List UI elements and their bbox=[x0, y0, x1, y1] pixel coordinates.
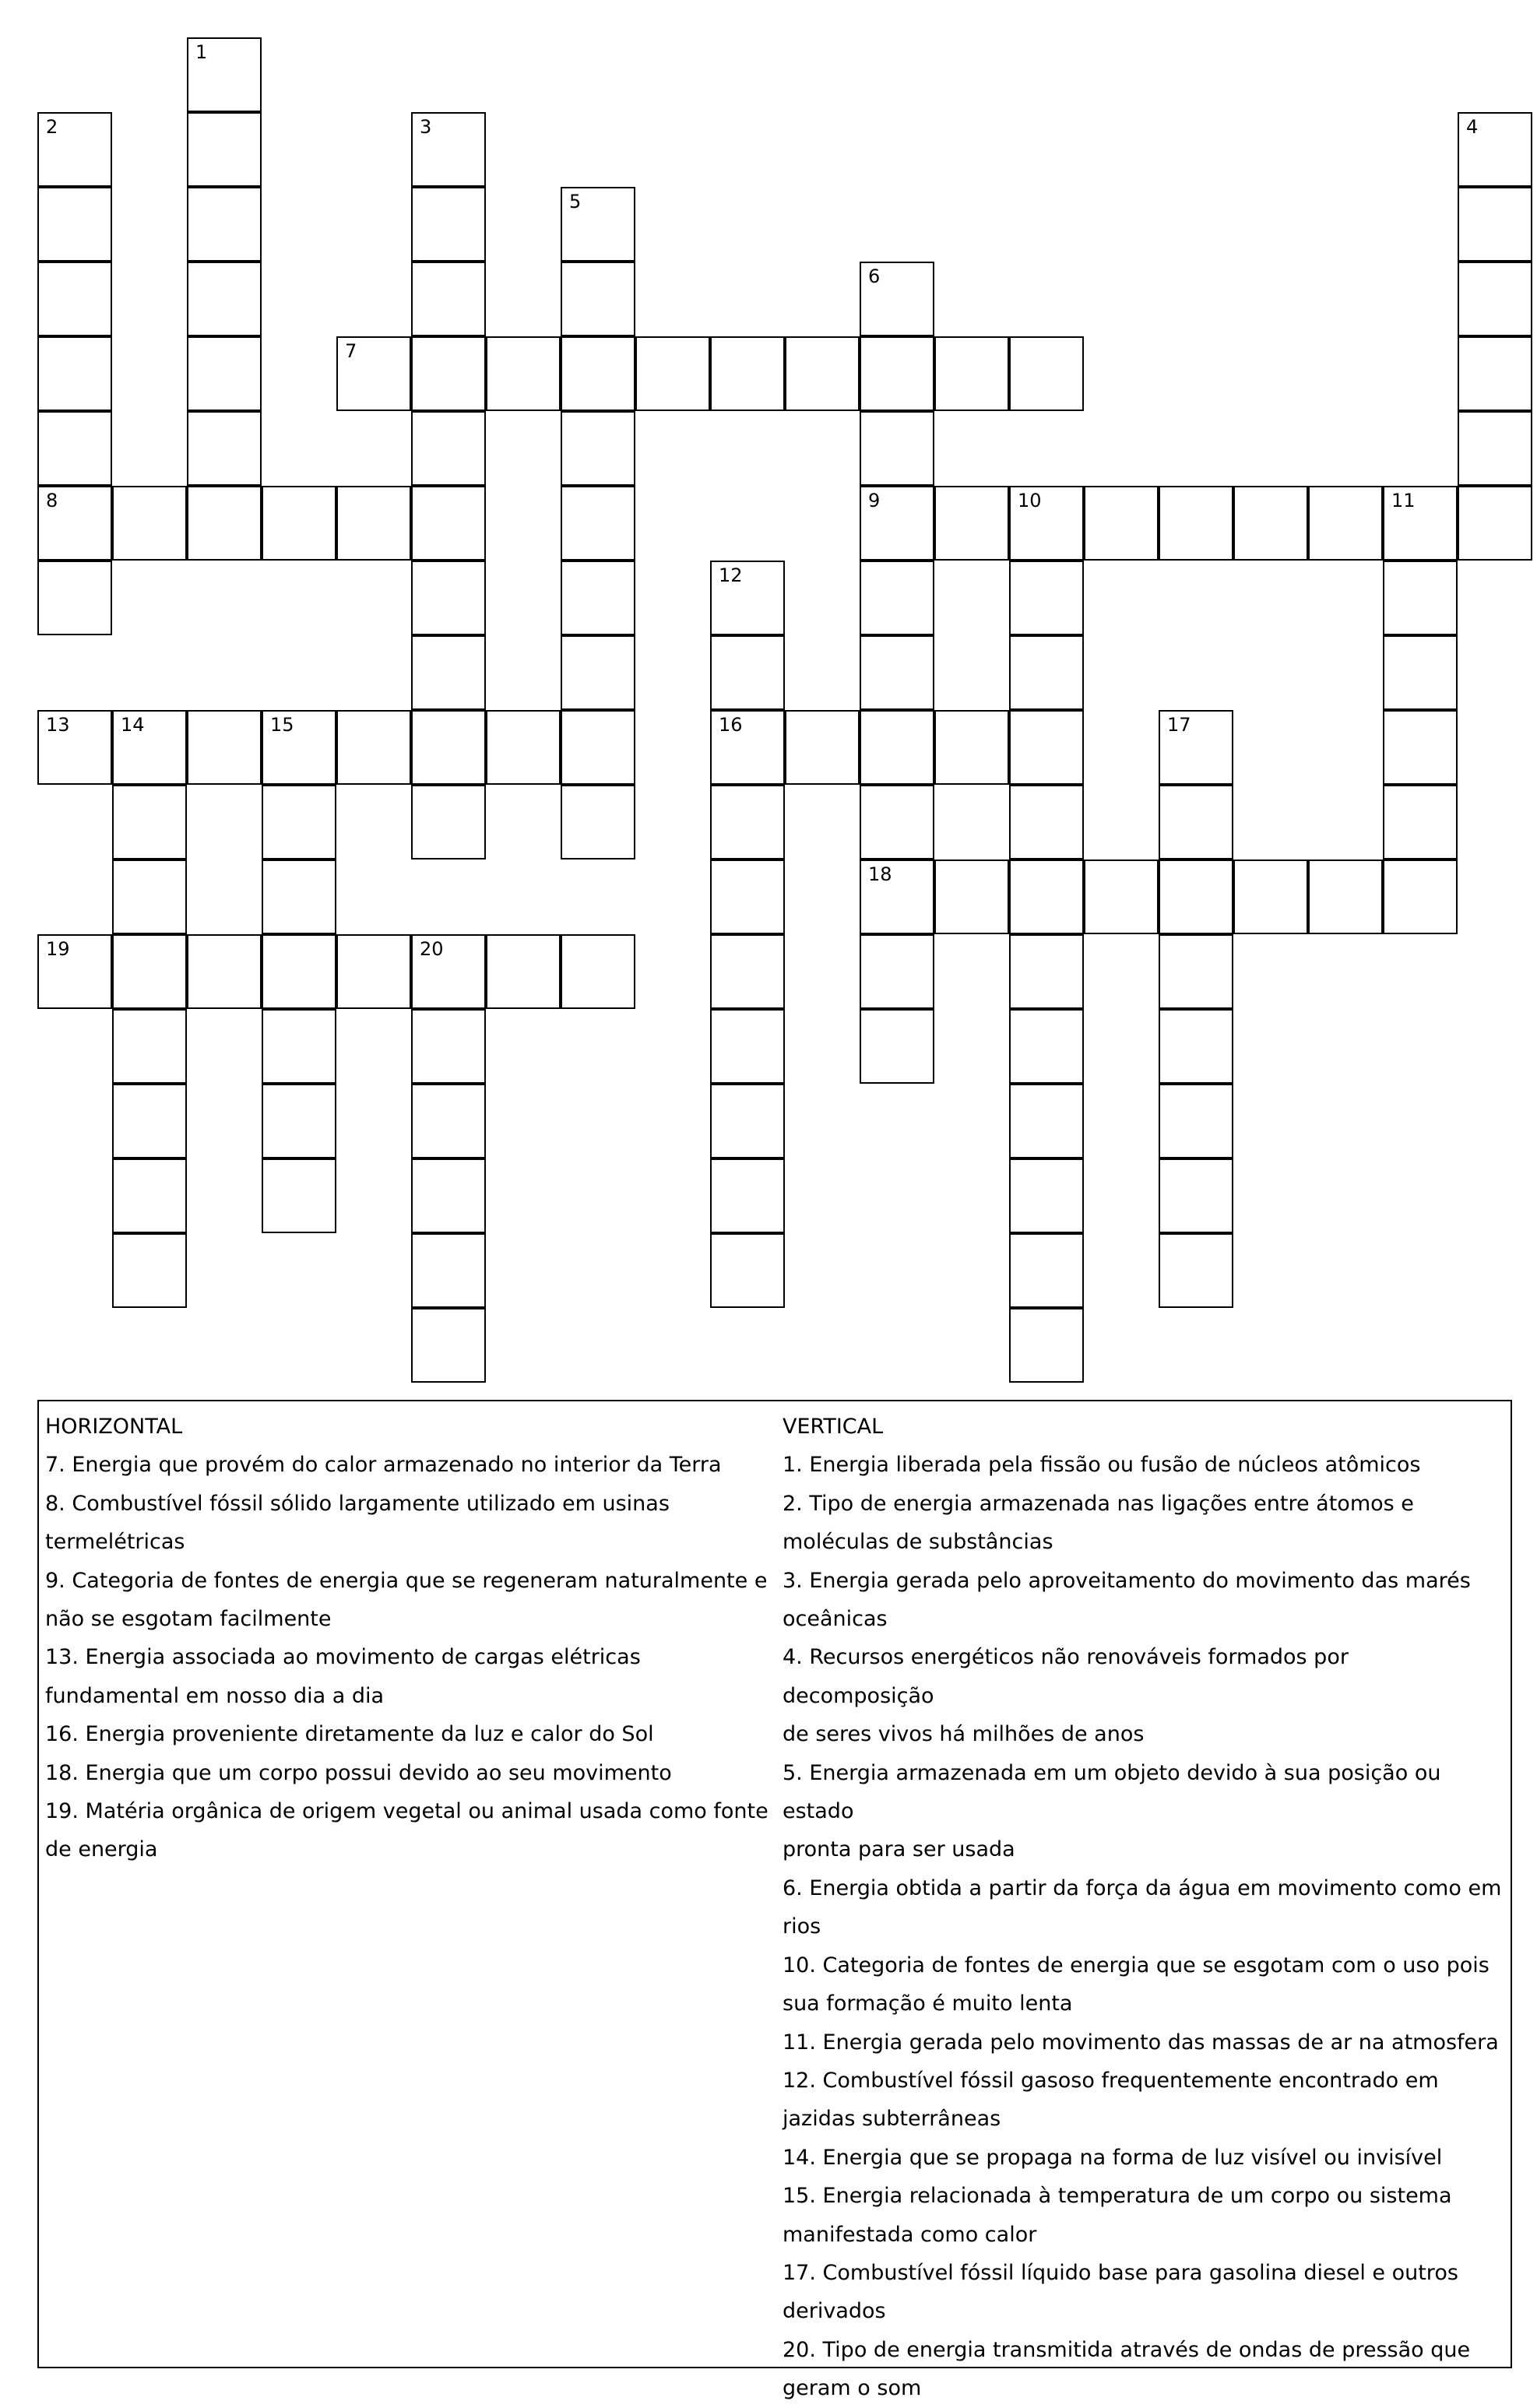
clue-line: geram o som bbox=[783, 2376, 922, 2401]
crossword-cell[interactable] bbox=[1084, 859, 1159, 934]
crossword-cell[interactable] bbox=[1233, 859, 1308, 934]
crossword-cell[interactable] bbox=[411, 187, 486, 262]
crossword-cell[interactable] bbox=[37, 411, 112, 486]
crossword-cell[interactable] bbox=[860, 561, 934, 635]
crossword-cell[interactable] bbox=[785, 336, 860, 411]
clue-line: 4. Recursos energéticos não renováveis formados por decomposição bbox=[783, 1645, 1349, 1708]
crossword-cell[interactable] bbox=[112, 1009, 187, 1084]
crossword-cell[interactable] bbox=[1458, 336, 1532, 411]
crossword-cell[interactable] bbox=[1009, 1308, 1084, 1383]
crossword-cell[interactable] bbox=[486, 710, 561, 785]
crossword-cell[interactable] bbox=[561, 934, 635, 1009]
crossword-cell[interactable] bbox=[1009, 859, 1084, 934]
clue-line: 7. Energia que provém do calor armazenado no interior da Terra bbox=[45, 1453, 722, 1478]
crossword-cell[interactable] bbox=[1009, 785, 1084, 859]
crossword-cell[interactable] bbox=[1159, 859, 1233, 934]
clue-line: de energia bbox=[45, 1837, 158, 1862]
clue-item bbox=[783, 1869, 1507, 1946]
clue-line: 10. Categoria de fontes de energia que se esgotam com o uso pois bbox=[783, 1953, 1490, 1977]
crossword-cell[interactable] bbox=[1458, 262, 1532, 336]
crossword-cell[interactable] bbox=[934, 859, 1009, 934]
crossword-cell[interactable] bbox=[561, 635, 635, 710]
crossword-cell[interactable] bbox=[37, 561, 112, 635]
clue-line: rios bbox=[783, 1914, 821, 1939]
clue-item bbox=[45, 1754, 769, 1792]
crossword-cell[interactable] bbox=[187, 411, 262, 486]
crossword-cell[interactable] bbox=[710, 1009, 785, 1084]
crossword-cell[interactable] bbox=[710, 934, 785, 1009]
crossword-cell[interactable] bbox=[1159, 934, 1233, 1009]
crossword-cell[interactable] bbox=[411, 1084, 486, 1158]
crossword-cell[interactable] bbox=[1308, 859, 1383, 934]
crossword-cell[interactable] bbox=[860, 934, 934, 1009]
crossword-cell[interactable] bbox=[710, 1084, 785, 1158]
crossword-cell[interactable] bbox=[262, 1009, 336, 1084]
clue-number: 9 bbox=[868, 490, 881, 511]
clue-number: 7 bbox=[345, 340, 357, 362]
crossword-cell[interactable] bbox=[1009, 1084, 1084, 1158]
clue-line: sua formação é muito lenta bbox=[783, 1991, 1073, 2016]
crossword-cell[interactable] bbox=[1009, 1233, 1084, 1308]
clue-number: 5 bbox=[569, 191, 582, 213]
crossword-cell[interactable] bbox=[411, 486, 486, 561]
clue-number: 15 bbox=[270, 714, 294, 736]
crossword-cell[interactable] bbox=[411, 262, 486, 336]
crossword-cell[interactable] bbox=[561, 411, 635, 486]
crossword-cell[interactable] bbox=[860, 1009, 934, 1084]
crossword-cell[interactable] bbox=[710, 1158, 785, 1233]
crossword-cell[interactable] bbox=[1159, 710, 1233, 785]
crossword-cell[interactable] bbox=[860, 411, 934, 486]
clue-item bbox=[783, 2139, 1507, 2177]
crossword-cell[interactable] bbox=[262, 1084, 336, 1158]
horizontal-clue-list bbox=[45, 1446, 769, 1868]
crossword-cell[interactable] bbox=[710, 336, 785, 411]
crossword-cell[interactable] bbox=[411, 785, 486, 859]
clue-line: manifestada como calor bbox=[783, 2222, 1037, 2247]
clue-line: 16. Energia proveniente diretamente da luz e calor do Sol bbox=[45, 1722, 654, 1747]
crossword-cell[interactable] bbox=[934, 710, 1009, 785]
crossword-cell[interactable] bbox=[411, 934, 486, 1009]
crossword-cell[interactable] bbox=[1084, 486, 1159, 561]
crossword-cell[interactable] bbox=[262, 934, 336, 1009]
crossword-cell[interactable] bbox=[1159, 1158, 1233, 1233]
clue-item bbox=[45, 1562, 769, 1639]
clue-item bbox=[783, 2062, 1507, 2139]
clue-number: 17 bbox=[1167, 714, 1191, 736]
crossword-cell[interactable] bbox=[336, 336, 411, 411]
crossword-cell[interactable] bbox=[561, 187, 635, 262]
crossword-cell[interactable] bbox=[561, 785, 635, 859]
clue-number: 1 bbox=[195, 41, 208, 63]
clue-number: 13 bbox=[46, 714, 70, 736]
clue-number: 6 bbox=[868, 265, 881, 287]
crossword-cell[interactable] bbox=[1383, 635, 1458, 710]
crossword-cell[interactable] bbox=[710, 635, 785, 710]
crossword-cell[interactable] bbox=[411, 411, 486, 486]
crossword-cell[interactable] bbox=[37, 262, 112, 336]
crossword-cell[interactable] bbox=[1159, 1084, 1233, 1158]
clue-item bbox=[783, 1754, 1507, 1869]
crossword-cell[interactable] bbox=[710, 710, 785, 785]
clue-item bbox=[783, 2331, 1507, 2408]
horizontal-clues bbox=[45, 1408, 769, 1869]
crossword-cell[interactable] bbox=[860, 859, 934, 934]
crossword-cell[interactable] bbox=[187, 187, 262, 262]
crossword-cell[interactable] bbox=[37, 710, 112, 785]
crossword-cell[interactable] bbox=[1458, 187, 1532, 262]
crossword-cell[interactable] bbox=[411, 635, 486, 710]
crossword-cell[interactable] bbox=[486, 336, 561, 411]
vertical-clues bbox=[783, 1408, 1507, 2408]
clue-item bbox=[783, 2254, 1507, 2331]
clue-number: 14 bbox=[121, 714, 145, 736]
crossword-cell[interactable] bbox=[1159, 1233, 1233, 1308]
crossword-cell[interactable] bbox=[1159, 785, 1233, 859]
horizontal-heading: HORIZONTAL bbox=[45, 1415, 183, 1439]
clue-item bbox=[783, 2177, 1507, 2254]
clue-box bbox=[37, 1400, 1512, 2401]
crossword-cell[interactable] bbox=[860, 262, 934, 336]
clue-line: 14. Energia que se propaga na forma de luz visível ou invisível bbox=[783, 2145, 1443, 2170]
clue-item bbox=[45, 1638, 769, 1715]
crossword-cell[interactable] bbox=[37, 486, 112, 561]
crossword-cell[interactable] bbox=[1009, 1158, 1084, 1233]
crossword-cell[interactable] bbox=[262, 486, 336, 561]
vertical-heading: VERTICAL bbox=[783, 1415, 884, 1439]
crossword-cell[interactable] bbox=[1383, 561, 1458, 635]
crossword-cell[interactable] bbox=[37, 934, 112, 1009]
crossword-cell[interactable] bbox=[561, 486, 635, 561]
crossword-cell[interactable] bbox=[37, 187, 112, 262]
clue-item bbox=[45, 1446, 769, 1484]
crossword-cell[interactable] bbox=[262, 785, 336, 859]
clue-line: 8. Combustível fóssil sólido largamente utilizado em usinas bbox=[45, 1491, 670, 1516]
crossword-cell[interactable] bbox=[187, 934, 262, 1009]
clue-item bbox=[783, 1638, 1507, 1753]
clue-line: 19. Matéria orgânica de origem vegetal ou animal usada como fonte bbox=[45, 1799, 768, 1824]
crossword-cell[interactable] bbox=[112, 859, 187, 934]
crossword-cell[interactable] bbox=[112, 710, 187, 785]
crossword-cell[interactable] bbox=[486, 934, 561, 1009]
crossword-cell[interactable] bbox=[1009, 1009, 1084, 1084]
crossword-cell[interactable] bbox=[1009, 336, 1084, 411]
clue-line: 6. Energia obtida a partir da força da água em movimento como em bbox=[783, 1875, 1502, 1900]
crossword-cell[interactable] bbox=[561, 336, 635, 411]
crossword-cell[interactable] bbox=[1009, 710, 1084, 785]
crossword-cell[interactable] bbox=[1159, 486, 1233, 561]
clue-number: 12 bbox=[719, 564, 743, 586]
crossword-cell[interactable] bbox=[1308, 486, 1383, 561]
crossword-cell[interactable] bbox=[262, 859, 336, 934]
crossword-cell[interactable] bbox=[411, 1233, 486, 1308]
clue-line: 3. Energia gerada pelo aproveitamento do movimento das marés bbox=[783, 1568, 1471, 1593]
crossword-cell[interactable] bbox=[934, 486, 1009, 561]
clue-line: não se esgotam facilmente bbox=[45, 1607, 332, 1632]
crossword-cell[interactable] bbox=[1383, 785, 1458, 859]
crossword-cell[interactable] bbox=[1009, 934, 1084, 1009]
clue-number: 18 bbox=[868, 863, 892, 885]
clue-line: 5. Energia armazenada em um objeto devido à sua posição ou estado bbox=[783, 1760, 1441, 1824]
crossword-cell[interactable] bbox=[187, 37, 262, 112]
clue-line: 1. Energia liberada pela fissão ou fusão de núcleos atômicos bbox=[783, 1453, 1421, 1478]
clue-line: pronta para ser usada bbox=[783, 1837, 1015, 1862]
crossword-cell[interactable] bbox=[561, 262, 635, 336]
crossword-cell[interactable] bbox=[411, 1308, 486, 1383]
clue-line: 20. Tipo de energia transmitida através de ondas de pressão que bbox=[783, 2337, 1471, 2362]
crossword-cell[interactable] bbox=[411, 1009, 486, 1084]
crossword-cell[interactable] bbox=[1383, 486, 1458, 561]
crossword-cell[interactable] bbox=[112, 1233, 187, 1308]
clue-number: 10 bbox=[1018, 490, 1042, 511]
crossword-cell[interactable] bbox=[112, 934, 187, 1009]
clue-item bbox=[783, 1946, 1507, 2023]
crossword-cell[interactable] bbox=[710, 1233, 785, 1308]
crossword-cell[interactable] bbox=[1159, 1009, 1233, 1084]
vertical-clue-list bbox=[783, 1446, 1507, 2407]
crossword-cell[interactable] bbox=[860, 486, 934, 561]
crossword-cell[interactable] bbox=[1383, 710, 1458, 785]
crossword-cell[interactable] bbox=[1458, 486, 1532, 561]
crossword-cell[interactable] bbox=[112, 486, 187, 561]
crossword-cell[interactable] bbox=[860, 635, 934, 710]
clue-number: 16 bbox=[719, 714, 743, 736]
crossword-cell[interactable] bbox=[710, 561, 785, 635]
clue-line: derivados bbox=[783, 2299, 886, 2324]
crossword-cell[interactable] bbox=[336, 486, 411, 561]
clue-line: fundamental em nosso dia a dia bbox=[45, 1683, 385, 1708]
crossword-cell[interactable] bbox=[112, 1158, 187, 1233]
clue-number: 19 bbox=[46, 938, 70, 960]
clue-item bbox=[783, 1446, 1507, 1484]
crossword-cell[interactable] bbox=[187, 262, 262, 336]
crossword-cell[interactable] bbox=[411, 1158, 486, 1233]
crossword-cell[interactable] bbox=[860, 785, 934, 859]
crossword-cell[interactable] bbox=[1458, 411, 1532, 486]
clue-item bbox=[45, 1485, 769, 1562]
clue-item bbox=[45, 1715, 769, 1753]
clue-item bbox=[783, 2023, 1507, 2062]
clue-number: 3 bbox=[420, 116, 432, 138]
clue-item bbox=[45, 1792, 769, 1869]
crossword-cell[interactable] bbox=[635, 336, 710, 411]
clue-line: 17. Combustível fóssil líquido base para gasolina diesel e outros bbox=[783, 2260, 1458, 2285]
clue-line: 18. Energia que um corpo possui devido ao seu movimento bbox=[45, 1760, 672, 1785]
clue-line: 15. Energia relacionada à temperatura de um corpo ou sistema bbox=[783, 2184, 1452, 2209]
clue-line: 11. Energia gerada pelo movimento das massas de ar na atmosfera bbox=[783, 2030, 1499, 2055]
clue-item bbox=[783, 1485, 1507, 1562]
crossword-cell[interactable] bbox=[710, 859, 785, 934]
crossword-cell[interactable] bbox=[411, 710, 486, 785]
crossword-cell[interactable] bbox=[37, 112, 112, 187]
crossword-cell[interactable] bbox=[187, 112, 262, 187]
crossword-cell[interactable] bbox=[411, 112, 486, 187]
crossword-cell[interactable] bbox=[187, 486, 262, 561]
crossword-cell[interactable] bbox=[411, 336, 486, 411]
crossword-cell[interactable] bbox=[860, 710, 934, 785]
crossword-cell[interactable] bbox=[336, 934, 411, 1009]
crossword-cell[interactable] bbox=[934, 336, 1009, 411]
crossword-cell[interactable] bbox=[37, 336, 112, 411]
crossword-cell[interactable] bbox=[262, 710, 336, 785]
clue-number: 8 bbox=[46, 490, 58, 511]
clue-item bbox=[783, 1562, 1507, 1639]
clue-line: de seres vivos há milhões de anos bbox=[783, 1722, 1145, 1747]
clue-line: 12. Combustível fóssil gasoso frequentemente encontrado em bbox=[783, 2068, 1439, 2093]
clue-line: termelétricas bbox=[45, 1530, 185, 1555]
clue-line: 9. Categoria de fontes de energia que se regeneram naturalmente e bbox=[45, 1568, 768, 1593]
crossword-cell[interactable] bbox=[411, 561, 486, 635]
crossword-cell[interactable] bbox=[262, 1158, 336, 1233]
crossword-cell[interactable] bbox=[860, 336, 934, 411]
crossword-cell[interactable] bbox=[710, 785, 785, 859]
crossword-cell[interactable] bbox=[1009, 486, 1084, 561]
crossword-cell[interactable] bbox=[1009, 635, 1084, 710]
crossword-cell[interactable] bbox=[112, 1084, 187, 1158]
crossword-cell[interactable] bbox=[1009, 561, 1084, 635]
crossword-cell[interactable] bbox=[112, 785, 187, 859]
crossword-cell[interactable] bbox=[561, 561, 635, 635]
clue-number: 11 bbox=[1391, 490, 1416, 511]
crossword-cell[interactable] bbox=[785, 710, 860, 785]
clue-number: 20 bbox=[420, 938, 444, 960]
clue-number: 4 bbox=[1466, 116, 1479, 138]
clue-line: oceânicas bbox=[783, 1607, 888, 1632]
crossword-cell[interactable] bbox=[187, 336, 262, 411]
crossword-cell[interactable] bbox=[1383, 859, 1458, 934]
crossword-cell[interactable] bbox=[1458, 112, 1532, 187]
crossword-cell[interactable] bbox=[561, 710, 635, 785]
clue-line: moléculas de substâncias bbox=[783, 1530, 1053, 1555]
crossword-cell[interactable] bbox=[187, 710, 262, 785]
clue-line: 13. Energia associada ao movimento de cargas elétricas bbox=[45, 1645, 641, 1670]
clue-line: jazidas subterrâneas bbox=[783, 2107, 1001, 2132]
crossword-cell[interactable] bbox=[336, 710, 411, 785]
clue-line: 2. Tipo de energia armazenada nas ligações entre átomos e bbox=[783, 1491, 1414, 1516]
clue-number: 2 bbox=[46, 116, 58, 138]
crossword-cell[interactable] bbox=[1233, 486, 1308, 561]
